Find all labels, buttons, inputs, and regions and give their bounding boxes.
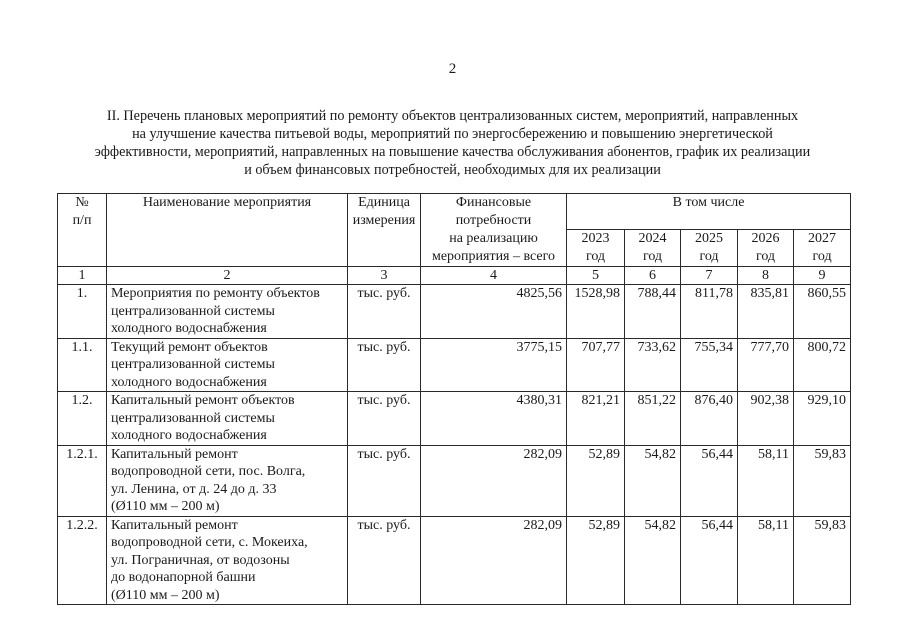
row-year-value: 755,34 [681, 338, 738, 392]
row-year-value: 929,10 [794, 392, 851, 446]
header-including: В том числе [567, 194, 851, 230]
row-number: 1. [58, 285, 107, 339]
row-year-value: 788,44 [625, 285, 681, 339]
row-name: Капитальный ремонт водопроводной сети, с. Мокеиха, ул. Пограничная, от водозоны до водонапорной башни (Ø110 мм – 200 м) [107, 516, 348, 605]
row-total: 282,09 [421, 445, 567, 516]
measures-table [57, 193, 851, 605]
row-year-value: 52,89 [567, 516, 625, 605]
column-number: 1 [58, 267, 107, 285]
row-year-value: 56,44 [681, 445, 738, 516]
row-year-value: 733,62 [625, 338, 681, 392]
row-year-value: 777,70 [738, 338, 794, 392]
row-year-value: 835,81 [738, 285, 794, 339]
header-finance: Финансовые потребности на реализацию мероприятия – всего [421, 194, 567, 267]
row-year-value: 59,83 [794, 445, 851, 516]
row-year-value: 1528,98 [567, 285, 625, 339]
row-year-value: 59,83 [794, 516, 851, 605]
row-unit: тыс. руб. [348, 392, 421, 446]
table-row [58, 338, 851, 392]
header-unit: Единица измерения [348, 194, 421, 267]
row-unit: тыс. руб. [348, 445, 421, 516]
row-number: 1.2.1. [58, 445, 107, 516]
header-year: 2024 год [625, 230, 681, 267]
row-name: Текущий ремонт объектов централизованной системы холодного водоснабжения [107, 338, 348, 392]
row-year-value: 902,38 [738, 392, 794, 446]
column-number: 7 [681, 267, 738, 285]
row-year-value: 800,72 [794, 338, 851, 392]
column-number: 2 [107, 267, 348, 285]
column-number: 4 [421, 267, 567, 285]
heading-line: на улучшение качества питьевой воды, мероприятий по энергосбережению и повышению энергетической [132, 126, 773, 142]
row-name: Мероприятия по ремонту объектов централизованной системы холодного водоснабжения [107, 285, 348, 339]
row-year-value: 876,40 [681, 392, 738, 446]
row-total: 4380,31 [421, 392, 567, 446]
row-year-value: 811,78 [681, 285, 738, 339]
column-number: 3 [348, 267, 421, 285]
section-heading [40, 107, 865, 179]
column-number: 5 [567, 267, 625, 285]
row-total: 282,09 [421, 516, 567, 605]
header-year: 2025 год [681, 230, 738, 267]
row-year-value: 58,11 [738, 445, 794, 516]
row-year-value: 54,82 [625, 516, 681, 605]
heading-line: II. Перечень плановых мероприятий по ремонту объектов централизованных систем, мероприятий, направленных [106, 108, 799, 124]
row-unit: тыс. руб. [348, 338, 421, 392]
row-year-value: 54,82 [625, 445, 681, 516]
row-name: Капитальный ремонт водопроводной сети, пос. Волга, ул. Ленина, от д. 24 до д. 33 (Ø110 мм – 200 м) [107, 445, 348, 516]
row-number: 1.2.2. [58, 516, 107, 605]
row-unit: тыс. руб. [348, 285, 421, 339]
row-number: 1.2. [58, 392, 107, 446]
row-unit: тыс. руб. [348, 516, 421, 605]
row-name: Капитальный ремонт объектов централизованной системы холодного водоснабжения [107, 392, 348, 446]
header-year: 2027 год [794, 230, 851, 267]
header-no: № п/п [58, 194, 107, 267]
header-year: 2026 год [738, 230, 794, 267]
table-row [58, 516, 851, 605]
row-number: 1.1. [58, 338, 107, 392]
page-number: 2 [448, 61, 457, 77]
row-year-value: 52,89 [567, 445, 625, 516]
row-year-value: 821,21 [567, 392, 625, 446]
row-year-value: 56,44 [681, 516, 738, 605]
row-total: 4825,56 [421, 285, 567, 339]
row-year-value: 851,22 [625, 392, 681, 446]
table-row [58, 392, 851, 446]
row-total: 3775,15 [421, 338, 567, 392]
table-row [58, 445, 851, 516]
row-year-value: 707,77 [567, 338, 625, 392]
table-row [58, 285, 851, 339]
header-year: 2023 год [567, 230, 625, 267]
row-year-value: 58,11 [738, 516, 794, 605]
row-year-value: 860,55 [794, 285, 851, 339]
heading-line: эффективности, мероприятий, направленных на повышение качества обслуживания абонентов, график их реализации [94, 144, 811, 160]
heading-line: и объем финансовых потребностей, необходимых для их реализации [244, 162, 661, 178]
column-number: 9 [794, 267, 851, 285]
header-name: Наименование мероприятия [107, 194, 348, 267]
column-number: 6 [625, 267, 681, 285]
column-number: 8 [738, 267, 794, 285]
